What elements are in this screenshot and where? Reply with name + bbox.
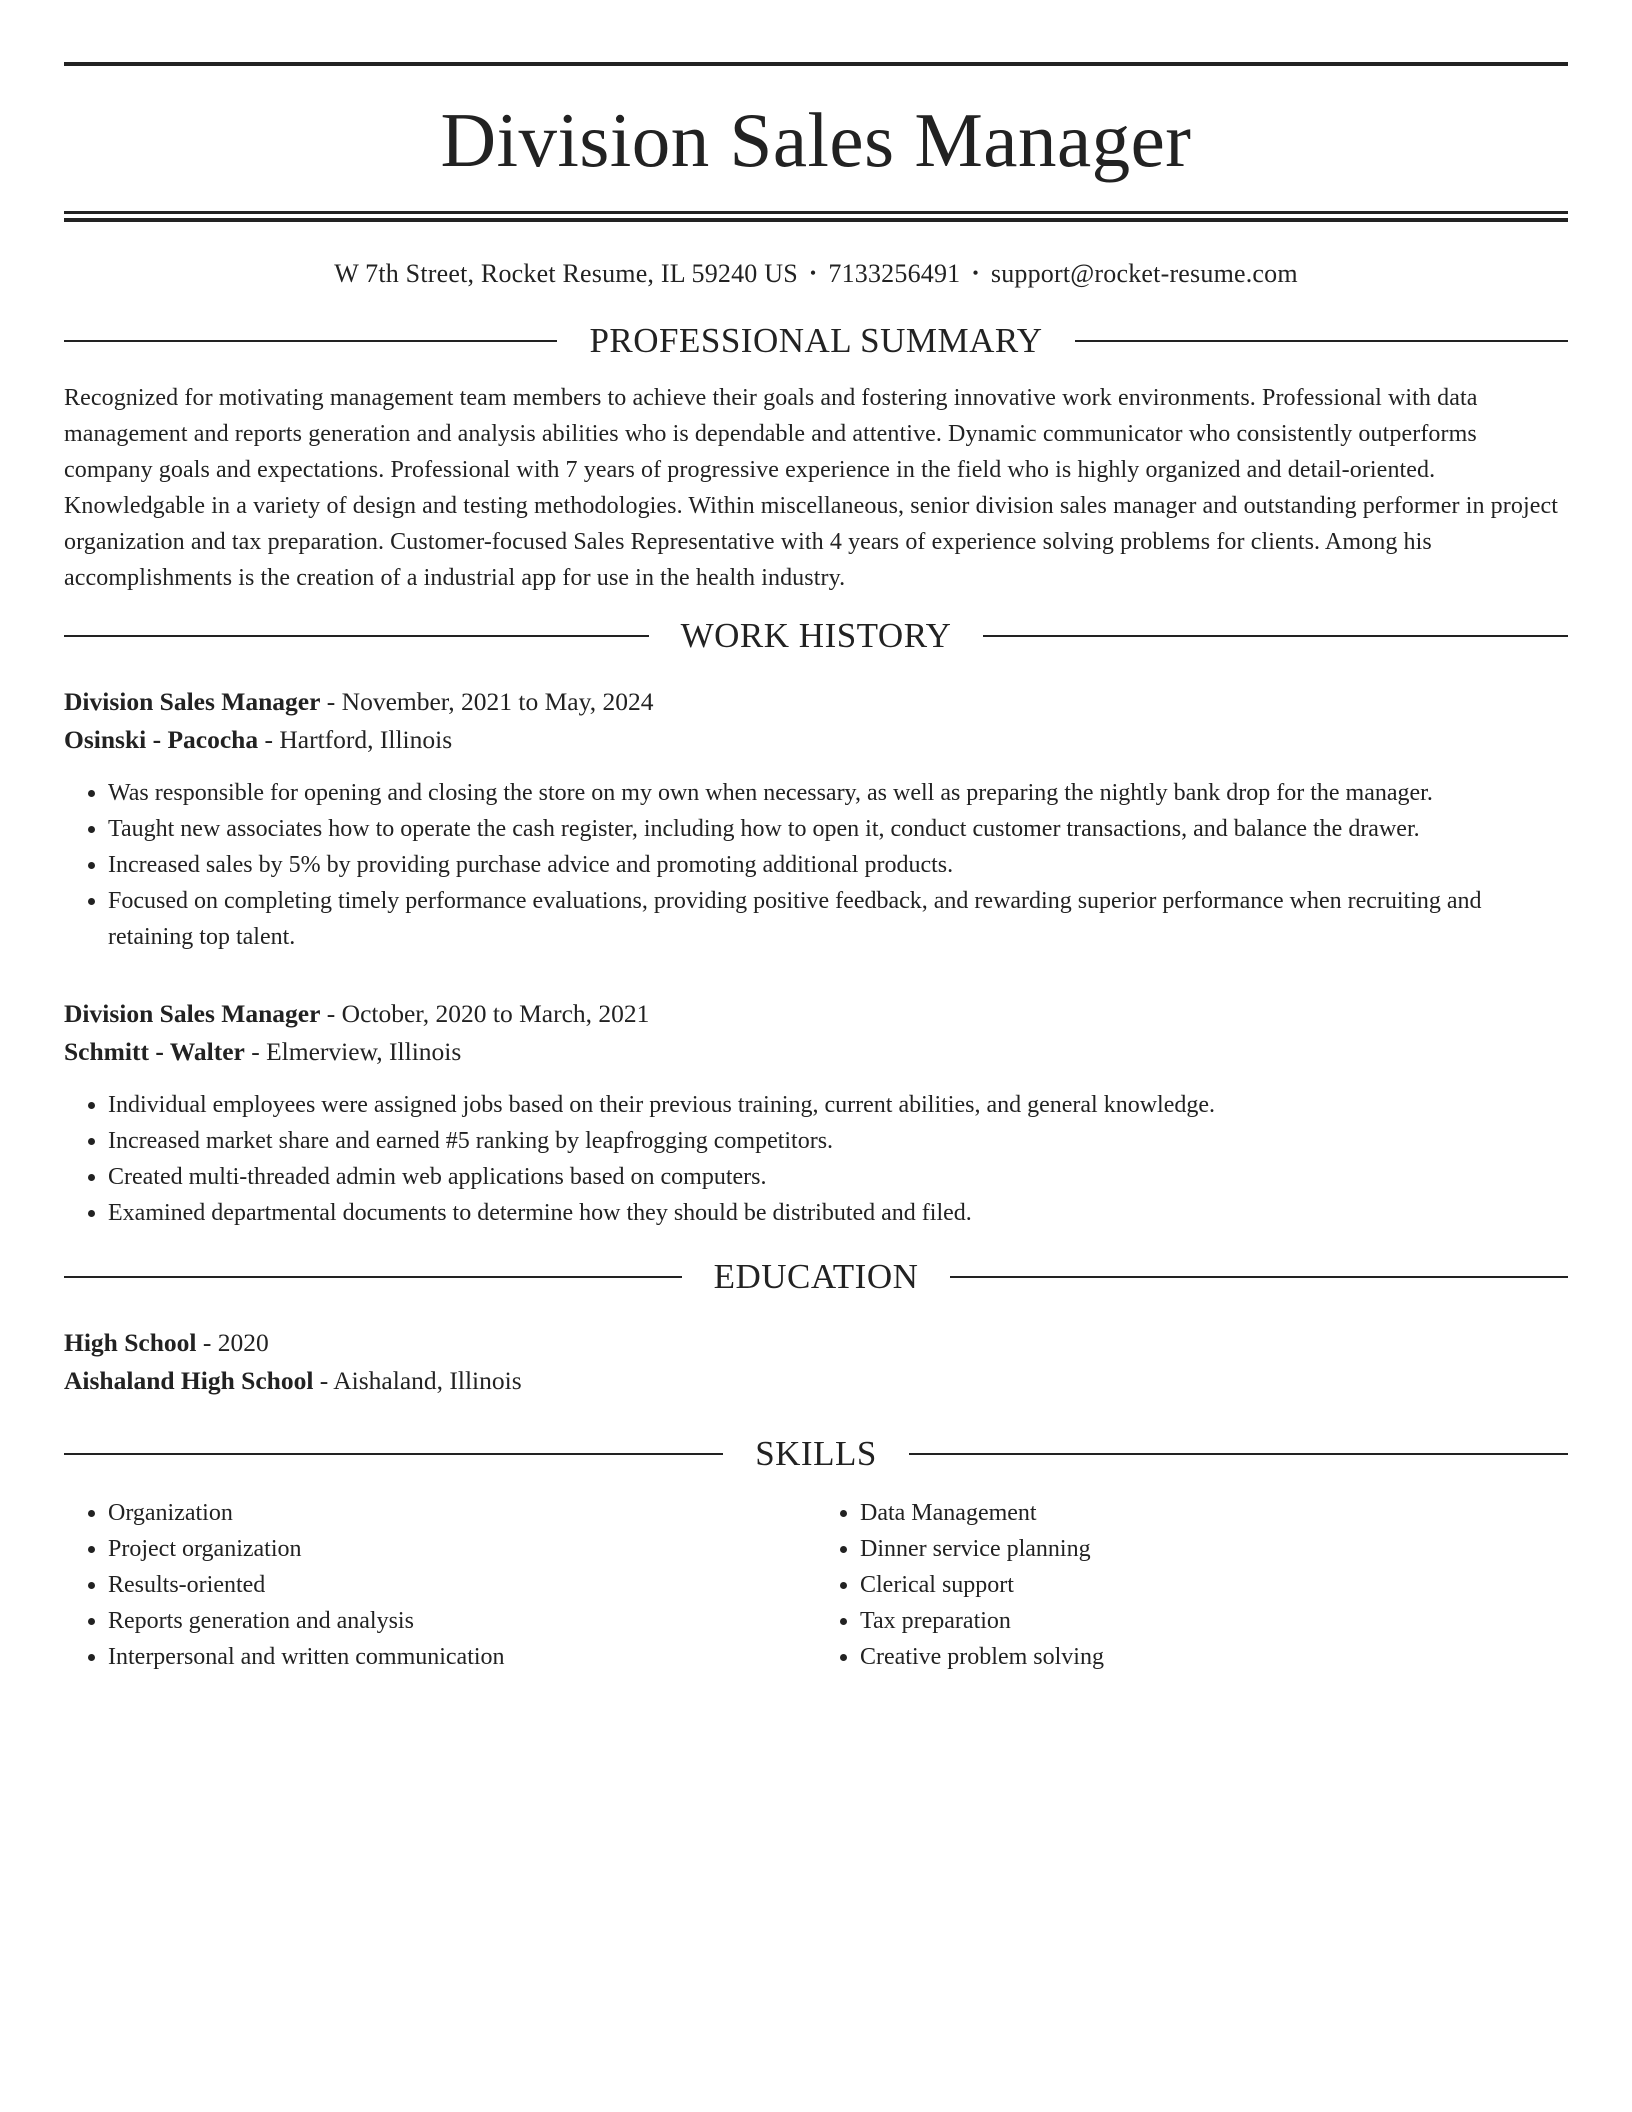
list-item: • Increased market share and earned #5 ranking by leapfrogging competitors. (108, 1123, 1568, 1159)
education-degree: High School (64, 1328, 197, 1358)
skill-item: • Project organization (108, 1531, 816, 1567)
skills-column-left (64, 1495, 816, 1675)
contact-separator: • (972, 263, 979, 283)
divider-line (64, 1453, 723, 1455)
contact-email: support@rocket-resume.com (990, 259, 1298, 288)
education-entry (64, 1324, 1568, 1400)
contact-line (64, 258, 1568, 289)
list-item: • Increased sales by 5% by providing purchase advice and promoting additional products. (108, 847, 1568, 883)
education-degree-line (64, 1324, 1568, 1362)
divider-line (983, 635, 1568, 637)
education-section-header (64, 1257, 1568, 1297)
education-school-line (64, 1362, 1568, 1400)
summary-section-title: PROFESSIONAL SUMMARY (589, 321, 1043, 361)
education-year: - 2020 (196, 1328, 269, 1358)
page-title: Division Sales Manager (440, 97, 1192, 183)
summary-text: Recognized for motivating management team members to achieve their goals and fostering innovative work environments. Professional with data management and reports generation and analysis abilities who is dependable and attentive. Dynamic communicator who consistently outperforms company goals and expectations. Professional with 7 years of progressive experience in the field who is highly organized and detail-oriented. Knowledgable in a variety of design and testing methodologies. Within miscellaneous, senior division sales manager and outstanding performer in project organization and tax preparation. Customer-focused Sales Representative with 4 years of experience solving problems for clients. Among his accomplishments is the creation of a industrial app for use in the health industry. (64, 385, 1559, 592)
skills-list (64, 1495, 1568, 1675)
divider-line (950, 1276, 1568, 1278)
job-title: Division Sales Manager (64, 999, 321, 1029)
education-school: Aishaland High School (64, 1366, 314, 1396)
skills-section-header (64, 1434, 1568, 1474)
skill-item: • Organization (108, 1495, 816, 1531)
list-item: • Created multi-threaded admin web applications based on computers. (108, 1159, 1568, 1195)
contact-address: W 7th Street, Rocket Resume, IL 59240 US (334, 259, 798, 288)
skill-item: • Results-oriented (108, 1567, 816, 1603)
education-location: - Aishaland, Illinois (313, 1366, 522, 1396)
work-section-title: WORK HISTORY (680, 616, 952, 656)
contact-separator: • (809, 263, 817, 283)
job-title-line (64, 683, 1568, 721)
job-bullets (64, 775, 1568, 955)
skill-item: • Dinner service planning (860, 1531, 1568, 1567)
skill-item: • Creative problem solving (860, 1639, 1568, 1675)
job-company-line (64, 1033, 1568, 1071)
skills-column-right (816, 1495, 1568, 1675)
top-rule (64, 62, 1568, 66)
list-item: • Individual employees were assigned jobs based on their previous training, current abilities, and general knowledge. (108, 1087, 1568, 1123)
job-dates: - November, 2021 to May, 2024 (320, 687, 654, 717)
divider-line (1075, 340, 1568, 342)
list-item: • Taught new associates how to operate the cash register, including how to open it, conduct customer transactions, and balance the drawer. (108, 811, 1568, 847)
title-double-rule (64, 211, 1568, 222)
education-section-title: EDUCATION (713, 1257, 919, 1297)
job-title: Division Sales Manager (64, 687, 321, 717)
skills-section-title: SKILLS (755, 1434, 877, 1474)
divider-line (909, 1453, 1568, 1455)
divider-line (64, 635, 649, 637)
job-location: - Hartford, Illinois (258, 725, 453, 755)
list-item: • Focused on completing timely performance evaluations, providing positive feedback, and rewarding superior performance when recruiting and retaining top talent. (108, 883, 1568, 955)
contact-phone: 7133256491 (828, 259, 961, 288)
skill-item: • Clerical support (860, 1567, 1568, 1603)
divider-line (64, 340, 557, 342)
job-title-line (64, 995, 1568, 1033)
list-item: • Examined departmental documents to determine how they should be distributed and filed. (108, 1195, 1568, 1231)
summary-section-header (64, 321, 1568, 361)
job-company: Osinski - Pacocha (64, 725, 259, 755)
job-bullets (64, 1087, 1568, 1231)
skill-item: • Reports generation and analysis (108, 1603, 816, 1639)
list-item: • Was responsible for opening and closing the store on my own when necessary, as well as preparing the nightly bank drop for the manager. (108, 775, 1568, 811)
job-dates: - October, 2020 to March, 2021 (320, 999, 650, 1029)
job-company-line (64, 721, 1568, 759)
divider-line (64, 1276, 682, 1278)
job-entry (64, 995, 1568, 1231)
job-location: - Elmerview, Illinois (244, 1037, 462, 1067)
skill-item: • Tax preparation (860, 1603, 1568, 1639)
job-entry (64, 683, 1568, 955)
skill-item: • Data Management (860, 1495, 1568, 1531)
work-section-header (64, 616, 1568, 656)
skill-item: • Interpersonal and written communication (108, 1639, 816, 1675)
job-company: Schmitt - Walter (64, 1037, 245, 1067)
